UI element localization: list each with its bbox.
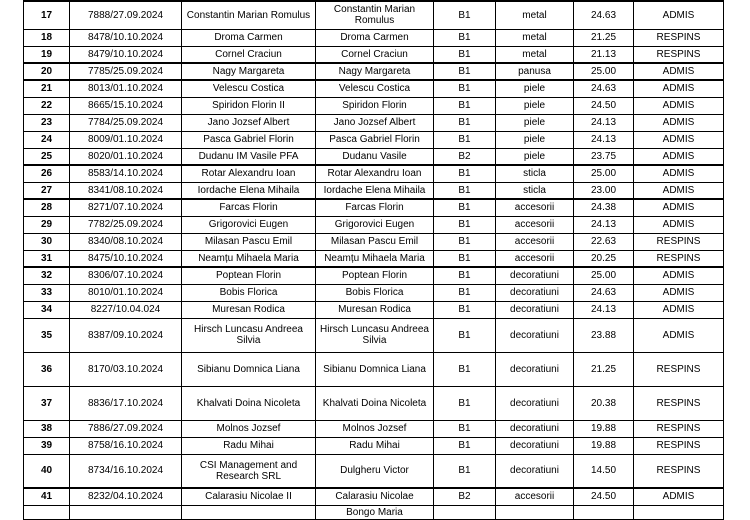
person-name-cell: Jano Jozsef Albert bbox=[316, 114, 434, 131]
person-name-cell: Sibianu Domnica Liana bbox=[316, 352, 434, 386]
category-cell: B1 bbox=[434, 46, 496, 63]
product-type-cell: decoratiuni bbox=[496, 454, 574, 488]
row-number-cell: 38 bbox=[24, 420, 70, 437]
table-row bbox=[24, 284, 724, 301]
score-cell: 19.88 bbox=[574, 420, 634, 437]
row-number-cell: 29 bbox=[24, 216, 70, 233]
registration-cell: 8009/01.10.2024 bbox=[70, 131, 182, 148]
registration-cell: 8475/10.10.2024 bbox=[70, 250, 182, 267]
product-type-cell: piele bbox=[496, 97, 574, 114]
result-cell: RESPINS bbox=[634, 454, 724, 488]
score-cell: 20.38 bbox=[574, 386, 634, 420]
result-cell: ADMIS bbox=[634, 488, 724, 505]
table-row bbox=[24, 233, 724, 250]
score-cell: 24.13 bbox=[574, 216, 634, 233]
applicant-name-cell: Velescu Costica bbox=[182, 80, 316, 97]
result-cell: RESPINS bbox=[634, 233, 724, 250]
product-type-cell: decoratiuni bbox=[496, 301, 574, 318]
row-number-cell: 23 bbox=[24, 114, 70, 131]
applicant-name-cell: Farcas Florin bbox=[182, 199, 316, 216]
registration-cell: 7888/27.09.2024 bbox=[70, 1, 182, 29]
score-cell: 23.88 bbox=[574, 318, 634, 352]
registration-cell: 8013/01.10.2024 bbox=[70, 80, 182, 97]
score-cell: 19.88 bbox=[574, 437, 634, 454]
applicant-name-cell: Droma Carmen bbox=[182, 29, 316, 46]
row-number-cell: 28 bbox=[24, 199, 70, 216]
applicant-name-cell: Rotar Alexandru Ioan bbox=[182, 165, 316, 182]
result-cell: ADMIS bbox=[634, 131, 724, 148]
product-type-cell: accesorii bbox=[496, 250, 574, 267]
registration-cell: 8758/16.10.2024 bbox=[70, 437, 182, 454]
row-number-cell: 27 bbox=[24, 182, 70, 199]
product-type-cell: accesorii bbox=[496, 233, 574, 250]
person-name-cell: Dudanu Vasile bbox=[316, 148, 434, 165]
score-cell: 21.25 bbox=[574, 29, 634, 46]
row-number-cell: 25 bbox=[24, 148, 70, 165]
category-cell: B1 bbox=[434, 437, 496, 454]
registration-cell: 8020/01.10.2024 bbox=[70, 148, 182, 165]
table-row bbox=[24, 301, 724, 318]
category-cell: B1 bbox=[434, 386, 496, 420]
applicant-name-cell: Neamțu Mihaela Maria bbox=[182, 250, 316, 267]
registration-cell: 8478/10.10.2024 bbox=[70, 29, 182, 46]
category-cell: B1 bbox=[434, 97, 496, 114]
table-row bbox=[24, 29, 724, 46]
category-cell: B1 bbox=[434, 420, 496, 437]
category-cell: B1 bbox=[434, 250, 496, 267]
result-cell: ADMIS bbox=[634, 97, 724, 114]
category-cell: B1 bbox=[434, 63, 496, 80]
score-cell: 24.38 bbox=[574, 199, 634, 216]
person-name-cell: Velescu Costica bbox=[316, 80, 434, 97]
product-type-cell: decoratiuni bbox=[496, 437, 574, 454]
table-row bbox=[24, 46, 724, 63]
registration-cell: 8734/16.10.2024 bbox=[70, 454, 182, 488]
applicant-name-cell: Dudanu IM Vasile PFA bbox=[182, 148, 316, 165]
person-name-cell: Farcas Florin bbox=[316, 199, 434, 216]
person-name-cell: Milasan Pascu Emil bbox=[316, 233, 434, 250]
table-row bbox=[24, 318, 724, 352]
category-cell: B2 bbox=[434, 488, 496, 505]
applicant-name-cell: Grigorovici Eugen bbox=[182, 216, 316, 233]
applicant-name-cell: Pasca Gabriel Florin bbox=[182, 131, 316, 148]
score-cell: 23.75 bbox=[574, 148, 634, 165]
row-number-cell: 19 bbox=[24, 46, 70, 63]
product-type-cell: accesorii bbox=[496, 199, 574, 216]
score-cell: 24.63 bbox=[574, 284, 634, 301]
person-name-cell: Iordache Elena Mihaila bbox=[316, 182, 434, 199]
category-cell: B1 bbox=[434, 1, 496, 29]
applicant-name-cell: Nagy Margareta bbox=[182, 63, 316, 80]
result-cell: ADMIS bbox=[634, 63, 724, 80]
registration-cell: 8170/03.10.2024 bbox=[70, 352, 182, 386]
table-row bbox=[24, 1, 724, 29]
result-cell: ADMIS bbox=[634, 267, 724, 284]
person-name-cell: Muresan Rodica bbox=[316, 301, 434, 318]
category-cell: B1 bbox=[434, 216, 496, 233]
score-cell: 23.00 bbox=[574, 182, 634, 199]
row-number-cell: 35 bbox=[24, 318, 70, 352]
applicant-name-cell: Milasan Pascu Emil bbox=[182, 233, 316, 250]
result-cell bbox=[634, 505, 724, 519]
table-row bbox=[24, 182, 724, 199]
result-cell: RESPINS bbox=[634, 29, 724, 46]
row-number-cell: 24 bbox=[24, 131, 70, 148]
person-name-cell: Constantin Marian Romulus bbox=[316, 1, 434, 29]
registration-cell: 7782/25.09.2024 bbox=[70, 216, 182, 233]
category-cell: B1 bbox=[434, 267, 496, 284]
person-name-cell: Khalvati Doina Nicoleta bbox=[316, 386, 434, 420]
applicant-name-cell: Molnos Jozsef bbox=[182, 420, 316, 437]
row-number-cell: 26 bbox=[24, 165, 70, 182]
row-number-cell: 32 bbox=[24, 267, 70, 284]
row-number-cell: 41 bbox=[24, 488, 70, 505]
score-cell: 24.13 bbox=[574, 114, 634, 131]
category-cell: B1 bbox=[434, 199, 496, 216]
applicant-name-cell: Hirsch Luncasu Andreea Silvia bbox=[182, 318, 316, 352]
product-type-cell: decoratiuni bbox=[496, 284, 574, 301]
registration-cell: 8340/08.10.2024 bbox=[70, 233, 182, 250]
product-type-cell: decoratiuni bbox=[496, 318, 574, 352]
applicant-name-cell: Bobis Florica bbox=[182, 284, 316, 301]
person-name-cell: Cornel Craciun bbox=[316, 46, 434, 63]
category-cell: B1 bbox=[434, 233, 496, 250]
category-cell: B1 bbox=[434, 318, 496, 352]
results-table-container bbox=[23, 0, 723, 520]
table-row bbox=[24, 505, 724, 519]
registration-cell bbox=[70, 505, 182, 519]
category-cell: B1 bbox=[434, 182, 496, 199]
row-number-cell: 22 bbox=[24, 97, 70, 114]
applicant-name-cell: Iordache Elena Mihaila bbox=[182, 182, 316, 199]
applicant-name-cell: Jano Jozsef Albert bbox=[182, 114, 316, 131]
score-cell: 25.00 bbox=[574, 165, 634, 182]
person-name-cell: Poptean Florin bbox=[316, 267, 434, 284]
table-row bbox=[24, 148, 724, 165]
person-name-cell: Rotar Alexandru Ioan bbox=[316, 165, 434, 182]
table-body bbox=[24, 1, 724, 519]
table-row bbox=[24, 199, 724, 216]
result-cell: ADMIS bbox=[634, 114, 724, 131]
person-name-cell: Hirsch Luncasu Andreea Silvia bbox=[316, 318, 434, 352]
table-row bbox=[24, 114, 724, 131]
registration-cell: 8232/04.10.2024 bbox=[70, 488, 182, 505]
table-row bbox=[24, 352, 724, 386]
table-row bbox=[24, 165, 724, 182]
table-row bbox=[24, 131, 724, 148]
score-cell: 22.63 bbox=[574, 233, 634, 250]
score-cell bbox=[574, 505, 634, 519]
score-cell: 24.63 bbox=[574, 1, 634, 29]
result-cell: ADMIS bbox=[634, 284, 724, 301]
table-row bbox=[24, 216, 724, 233]
product-type-cell: accesorii bbox=[496, 488, 574, 505]
category-cell bbox=[434, 505, 496, 519]
product-type-cell: piele bbox=[496, 131, 574, 148]
score-cell: 24.63 bbox=[574, 80, 634, 97]
result-cell: ADMIS bbox=[634, 80, 724, 97]
category-cell: B1 bbox=[434, 165, 496, 182]
product-type-cell: sticla bbox=[496, 182, 574, 199]
score-cell: 21.13 bbox=[574, 46, 634, 63]
result-cell: RESPINS bbox=[634, 352, 724, 386]
registration-cell: 8665/15.10.2024 bbox=[70, 97, 182, 114]
registration-cell: 7886/27.09.2024 bbox=[70, 420, 182, 437]
applicant-name-cell bbox=[182, 505, 316, 519]
registration-cell: 8387/09.10.2024 bbox=[70, 318, 182, 352]
result-cell: ADMIS bbox=[634, 199, 724, 216]
row-number-cell: 34 bbox=[24, 301, 70, 318]
person-name-cell: Radu Mihai bbox=[316, 437, 434, 454]
product-type-cell bbox=[496, 505, 574, 519]
row-number-cell: 17 bbox=[24, 1, 70, 29]
registration-cell: 7784/25.09.2024 bbox=[70, 114, 182, 131]
table-row bbox=[24, 267, 724, 284]
product-type-cell: decoratiuni bbox=[496, 420, 574, 437]
product-type-cell: sticla bbox=[496, 165, 574, 182]
applicant-name-cell: Constantin Marian Romulus bbox=[182, 1, 316, 29]
person-name-cell: Pasca Gabriel Florin bbox=[316, 131, 434, 148]
category-cell: B1 bbox=[434, 80, 496, 97]
person-name-cell: Neamțu Mihaela Maria bbox=[316, 250, 434, 267]
row-number-cell bbox=[24, 505, 70, 519]
registration-cell: 8583/14.10.2024 bbox=[70, 165, 182, 182]
row-number-cell: 37 bbox=[24, 386, 70, 420]
product-type-cell: metal bbox=[496, 1, 574, 29]
product-type-cell: accesorii bbox=[496, 216, 574, 233]
score-cell: 24.50 bbox=[574, 97, 634, 114]
registration-cell: 8306/07.10.2024 bbox=[70, 267, 182, 284]
table-row bbox=[24, 97, 724, 114]
score-cell: 25.00 bbox=[574, 267, 634, 284]
person-name-cell: Nagy Margareta bbox=[316, 63, 434, 80]
registration-cell: 8010/01.10.2024 bbox=[70, 284, 182, 301]
person-name-cell: Dulgheru Victor bbox=[316, 454, 434, 488]
category-cell: B1 bbox=[434, 114, 496, 131]
result-cell: ADMIS bbox=[634, 1, 724, 29]
score-cell: 24.13 bbox=[574, 301, 634, 318]
person-name-cell: Bongo Maria bbox=[316, 505, 434, 519]
row-number-cell: 39 bbox=[24, 437, 70, 454]
registration-cell: 8227/10.04.024 bbox=[70, 301, 182, 318]
result-cell: RESPINS bbox=[634, 437, 724, 454]
result-cell: RESPINS bbox=[634, 420, 724, 437]
applicant-name-cell: Khalvati Doina Nicoleta bbox=[182, 386, 316, 420]
table-row bbox=[24, 420, 724, 437]
category-cell: B2 bbox=[434, 148, 496, 165]
result-cell: ADMIS bbox=[634, 301, 724, 318]
table-row bbox=[24, 386, 724, 420]
row-number-cell: 20 bbox=[24, 63, 70, 80]
registration-cell: 7785/25.09.2024 bbox=[70, 63, 182, 80]
applicant-name-cell: Cornel Craciun bbox=[182, 46, 316, 63]
applicant-name-cell: Sibianu Domnica Liana bbox=[182, 352, 316, 386]
table-row bbox=[24, 454, 724, 488]
row-number-cell: 40 bbox=[24, 454, 70, 488]
score-cell: 14.50 bbox=[574, 454, 634, 488]
registration-cell: 8271/07.10.2024 bbox=[70, 199, 182, 216]
person-name-cell: Bobis Florica bbox=[316, 284, 434, 301]
result-cell: ADMIS bbox=[634, 216, 724, 233]
person-name-cell: Spiridon Florin bbox=[316, 97, 434, 114]
registration-cell: 8479/10.10.2024 bbox=[70, 46, 182, 63]
category-cell: B1 bbox=[434, 131, 496, 148]
result-cell: ADMIS bbox=[634, 318, 724, 352]
category-cell: B1 bbox=[434, 301, 496, 318]
product-type-cell: piele bbox=[496, 80, 574, 97]
product-type-cell: decoratiuni bbox=[496, 267, 574, 284]
table-row bbox=[24, 80, 724, 97]
applicant-name-cell: Muresan Rodica bbox=[182, 301, 316, 318]
person-name-cell: Calarasiu Nicolae bbox=[316, 488, 434, 505]
row-number-cell: 21 bbox=[24, 80, 70, 97]
category-cell: B1 bbox=[434, 352, 496, 386]
result-cell: ADMIS bbox=[634, 182, 724, 199]
applicant-name-cell: Calarasiu Nicolae II bbox=[182, 488, 316, 505]
row-number-cell: 30 bbox=[24, 233, 70, 250]
row-number-cell: 31 bbox=[24, 250, 70, 267]
score-cell: 24.50 bbox=[574, 488, 634, 505]
table-row bbox=[24, 63, 724, 80]
score-cell: 25.00 bbox=[574, 63, 634, 80]
product-type-cell: decoratiuni bbox=[496, 386, 574, 420]
category-cell: B1 bbox=[434, 29, 496, 46]
product-type-cell: decoratiuni bbox=[496, 352, 574, 386]
table-row bbox=[24, 250, 724, 267]
score-cell: 24.13 bbox=[574, 131, 634, 148]
applicant-name-cell: Spiridon Florin II bbox=[182, 97, 316, 114]
table-row bbox=[24, 488, 724, 505]
result-cell: ADMIS bbox=[634, 165, 724, 182]
product-type-cell: piele bbox=[496, 148, 574, 165]
score-cell: 21.25 bbox=[574, 352, 634, 386]
score-cell: 20.25 bbox=[574, 250, 634, 267]
result-cell: RESPINS bbox=[634, 386, 724, 420]
product-type-cell: panusa bbox=[496, 63, 574, 80]
person-name-cell: Grigorovici Eugen bbox=[316, 216, 434, 233]
person-name-cell: Molnos Jozsef bbox=[316, 420, 434, 437]
product-type-cell: piele bbox=[496, 114, 574, 131]
product-type-cell: metal bbox=[496, 29, 574, 46]
row-number-cell: 18 bbox=[24, 29, 70, 46]
registration-cell: 8341/08.10.2024 bbox=[70, 182, 182, 199]
row-number-cell: 33 bbox=[24, 284, 70, 301]
applicant-name-cell: CSI Management and Research SRL bbox=[182, 454, 316, 488]
category-cell: B1 bbox=[434, 454, 496, 488]
applicant-name-cell: Poptean Florin bbox=[182, 267, 316, 284]
row-number-cell: 36 bbox=[24, 352, 70, 386]
person-name-cell: Droma Carmen bbox=[316, 29, 434, 46]
category-cell: B1 bbox=[434, 284, 496, 301]
results-table bbox=[23, 0, 724, 520]
table-row bbox=[24, 437, 724, 454]
result-cell: RESPINS bbox=[634, 46, 724, 63]
result-cell: RESPINS bbox=[634, 250, 724, 267]
applicant-name-cell: Radu Mihai bbox=[182, 437, 316, 454]
product-type-cell: metal bbox=[496, 46, 574, 63]
result-cell: ADMIS bbox=[634, 148, 724, 165]
registration-cell: 8836/17.10.2024 bbox=[70, 386, 182, 420]
